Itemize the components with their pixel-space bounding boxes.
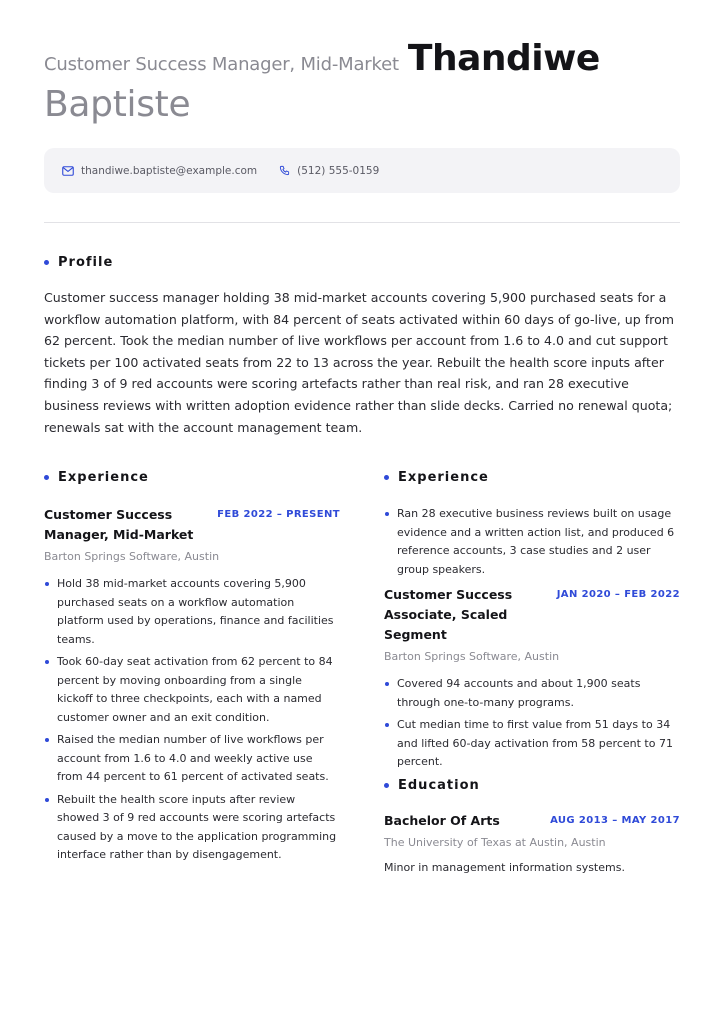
list-item: Rebuilt the health score inputs after review showed 3 of 9 red accounts were scoring artefacts caused by a move to the application programming interface rather than by disengagement.: [44, 791, 340, 865]
contact-email[interactable]: [62, 165, 257, 177]
last-name: Baptiste: [44, 84, 191, 125]
list-item: Hold 38 mid-market accounts covering 5,900 purchased seats on a workflow automation platform used by operations, finance and facilities teams.: [44, 575, 340, 649]
header-divider: [44, 222, 680, 223]
education-degree: Bachelor Of Arts: [384, 812, 500, 828]
resume-header: [44, 40, 680, 124]
phone-icon: [279, 165, 290, 176]
list-item: Took 60-day seat activation from 62 percent to 84 percent by moving onboarding from a single kickoff to three checkpoints, each with a named customer owner and an exit condition.: [44, 653, 340, 727]
education-detail: Minor in management information systems.: [384, 860, 625, 874]
job-company: Barton Springs Software, Austin: [44, 550, 220, 563]
first-name: Thandiwe: [407, 38, 600, 79]
education-heading-label: Education: [398, 777, 480, 793]
experience-heading: [384, 470, 680, 485]
experience-heading-label: Experience: [398, 470, 489, 485]
heading-bullet-icon: [44, 260, 49, 265]
list-item: Cut median time to first value from 51 days to 34 and lifted 60-day activation from 58 percent to 71 percent.: [384, 716, 680, 772]
heading-bullet-icon: [44, 475, 49, 480]
name-block: [44, 40, 680, 124]
education-school: The University of Texas at Austin, Austin: [384, 835, 606, 849]
education-dates: AUG 2013 – MAY 2017: [550, 814, 680, 826]
job-dates: JAN 2020 – FEB 2022: [556, 589, 680, 600]
experience-left-column: [44, 470, 340, 869]
list-item: Raised the median number of live workflows per account from 1.6 to 4.0 and weekly active use from 44 percent to 61 percent of activated seats.: [44, 731, 340, 787]
job-company: Barton Springs Software, Austin: [384, 650, 560, 663]
mail-icon: [62, 166, 74, 176]
education-heading: [384, 778, 680, 793]
email-text: thandiwe.baptiste@example.com: [81, 164, 258, 177]
experience-heading-label: Experience: [58, 470, 149, 485]
job-role: Customer Success Associate, Scaled Segment: [384, 587, 513, 642]
job-dates: FEB 2022 – PRESENT: [217, 509, 340, 520]
experience-heading: [44, 470, 340, 485]
experience-right-column: [384, 470, 680, 877]
phone-text: (512) 555-0159: [297, 164, 380, 177]
job-bullets: [44, 575, 340, 865]
profile-text: Customer success manager holding 38 mid-market accounts covering 5,900 purchased seats for a workflow automation platform, with 84 percent of seats activated within 60 days of go-live, up from 62 percent. Took the median number of live workflows per account from 1.6 to 4.0 and cut support tickets per 100 activated seats from 22 to 13 across the year. Rebuilt the health score inputs after finding 3 of 9 red accounts were scoring artefacts rather than real risk, and ran 28 executive business reviews with written adoption evidence rather than slide decks. Carried no renewal quota; renewals sat with the account management team.: [44, 290, 675, 435]
education-header: [384, 811, 680, 831]
profile-heading-label: Profile: [58, 255, 114, 270]
contact-phone[interactable]: [279, 165, 379, 177]
job-role: Customer Success Manager, Mid-Market: [44, 507, 194, 542]
continued-bullets: [384, 505, 680, 579]
job-title: Customer Success Manager, Mid-Market: [44, 54, 399, 75]
heading-bullet-icon: [384, 783, 389, 788]
job-header: [44, 505, 340, 545]
list-item: Covered 94 accounts and about 1,900 seats through one-to-many programs.: [384, 675, 680, 712]
job-header: [384, 585, 680, 645]
heading-bullet-icon: [384, 475, 389, 480]
contact-bar: [44, 148, 680, 193]
job-bullets: [384, 675, 680, 772]
list-item: Ran 28 executive business reviews built on usage evidence and a written action list, and produced 6 reference accounts, 3 case studies and 2 user group speakers.: [384, 505, 680, 579]
profile-heading: [44, 255, 113, 270]
